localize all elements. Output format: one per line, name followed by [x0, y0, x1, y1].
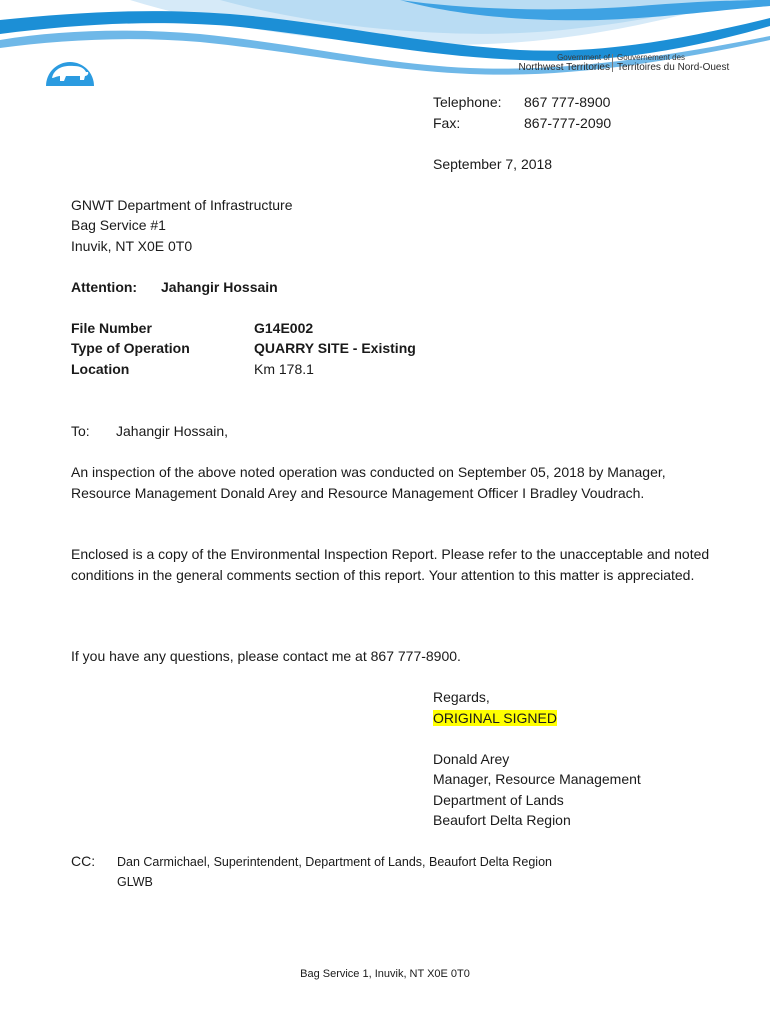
- body-paragraph-2: Enclosed is a copy of the Environmental Inspection Report. Please refer to the unacceptable and noted conditions in the general comments section of this report. Your attention to this matter is appreciated.: [71, 546, 710, 583]
- gov-fr-small: Gouvernement des: [617, 53, 686, 62]
- recipient-line-3: Inuvik, NT X0E 0T0: [71, 238, 193, 254]
- telephone-label: Telephone:: [433, 94, 502, 110]
- signature-note: [433, 708, 557, 728]
- polar-bear-icon: [42, 38, 98, 94]
- original-signed-highlight: ORIGINAL SIGNED: [433, 710, 557, 726]
- closing-regards: Regards,: [433, 689, 490, 705]
- file-number-value: G14E002: [254, 320, 314, 336]
- recipient-line-2: Bag Service #1: [71, 217, 166, 233]
- gov-en-big: Northwest Territories: [518, 62, 610, 73]
- signer-name: Donald Arey: [433, 751, 510, 767]
- fax-label: Fax:: [433, 115, 461, 131]
- to-name: Jahangir Hossain,: [116, 423, 229, 439]
- attention-label: Attention:: [71, 279, 138, 295]
- footer-address: Bag Service 1, Inuvik, NT X0E 0T0: [300, 968, 470, 980]
- location-label: Location: [71, 361, 130, 377]
- cc-label: CC:: [71, 853, 96, 869]
- cc-line-1: Dan Carmichael, Superintendent, Department of Lands, Beaufort Delta Region: [117, 855, 552, 869]
- gov-en-small: Government of: [557, 53, 610, 62]
- gov-name-french: [617, 53, 729, 73]
- recipient-line-1: GNWT Department of Infrastructure: [71, 197, 293, 213]
- file-number-label: File Number: [71, 320, 152, 336]
- signer-department: Department of Lands: [433, 792, 564, 808]
- gov-fr-big: Territoires du Nord-Ouest: [617, 62, 730, 73]
- to-label: To:: [71, 423, 90, 439]
- header-wave-banner: [0, 0, 770, 95]
- gov-name-divider: [612, 54, 613, 72]
- gov-name-english: [515, 53, 610, 73]
- attention-name: Jahangir Hossain: [161, 279, 278, 295]
- fax-value: 867-777-2090: [524, 115, 612, 131]
- cc-line-2: GLWB: [117, 875, 153, 889]
- telephone-value: 867 777-8900: [524, 94, 611, 110]
- letter-date: September 7, 2018: [433, 156, 553, 172]
- operation-type-label: Type of Operation: [71, 340, 190, 356]
- body-paragraph-1: An inspection of the above noted operation was conducted on September 05, 2018 by Manager, Resource Management Donald Arey and Resource Management Officer I Bradley Voudrach.: [71, 464, 666, 501]
- body-paragraph-3: If you have any questions, please contact me at 867 777-8900.: [71, 648, 461, 664]
- signer-region: Beaufort Delta Region: [433, 812, 571, 828]
- location-value: Km 178.1: [254, 361, 314, 377]
- operation-type-value: QUARRY SITE - Existing: [254, 340, 416, 356]
- signer-title: Manager, Resource Management: [433, 771, 641, 787]
